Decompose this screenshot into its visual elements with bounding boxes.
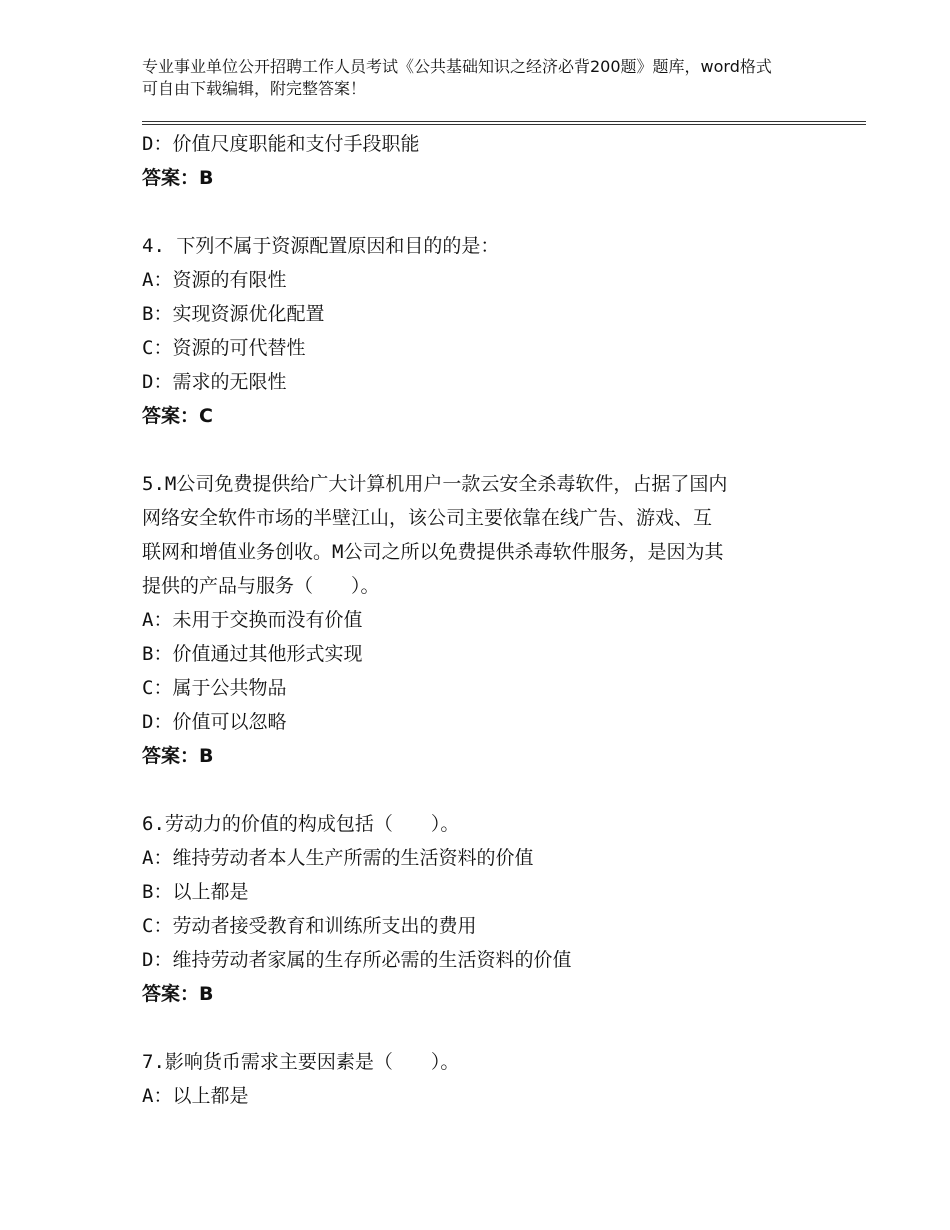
option-c: C：劳动者接受教育和训练所支出的费用 (142, 915, 477, 937)
option-d: D：价值尺度职能和支付手段职能 (142, 133, 420, 155)
question-list (142, 127, 822, 1113)
question-stem-line-2: 网络安全软件市场的半壁江山，该公司主要依靠在线广告、游戏、互 (142, 507, 713, 529)
question-7 (142, 1045, 822, 1113)
answer-label: 答案：B (142, 167, 214, 189)
option-b: B：价值通过其他形式实现 (142, 643, 363, 665)
option-b: B：实现资源优化配置 (142, 303, 325, 325)
option-c: C：资源的可代替性 (142, 337, 306, 359)
option-a: A：资源的有限性 (142, 269, 287, 291)
answer-label: 答案：C (142, 405, 213, 427)
header-title: 专业事业单位公开招聘工作人员考试《公共基础知识之经济必背200题》题库，word格式可自由下载编辑，附完整答案！ (142, 57, 772, 98)
option-a: A：以上都是 (142, 1085, 249, 1107)
question-3-tail (142, 127, 822, 195)
question-6 (142, 807, 822, 1011)
option-c: C：属于公共物品 (142, 677, 287, 699)
header-rule-bottom (142, 124, 866, 125)
option-a: A：维持劳动者本人生产所需的生活资料的价值 (142, 847, 534, 869)
option-d: D：维持劳动者家属的生存所必需的生活资料的价值 (142, 949, 572, 971)
question-4 (142, 229, 822, 433)
answer-label: 答案：B (142, 745, 214, 767)
document-header (142, 56, 782, 100)
question-stem: 4. 下列不属于资源配置原因和目的的是： (142, 235, 500, 257)
option-a: A：未用于交换而没有价值 (142, 609, 363, 631)
header-rule-top (142, 121, 866, 122)
question-stem-line-1: 5.M公司免费提供给广大计算机用户一款云安全杀毒软件，占据了国内 (142, 473, 728, 495)
question-stem: 7.影响货币需求主要因素是（ ）。 (142, 1051, 460, 1073)
question-stem: 6.劳动力的价值的构成包括（ ）。 (142, 813, 460, 835)
option-d: D：价值可以忽略 (142, 711, 287, 733)
option-d: D：需求的无限性 (142, 371, 287, 393)
answer-label: 答案：B (142, 983, 214, 1005)
option-b: B：以上都是 (142, 881, 249, 903)
question-5 (142, 467, 822, 773)
question-stem-line-4: 提供的产品与服务（ ）。 (142, 575, 380, 597)
question-stem-line-3: 联网和增值业务创收。M公司之所以免费提供杀毒软件服务，是因为其 (142, 541, 724, 563)
